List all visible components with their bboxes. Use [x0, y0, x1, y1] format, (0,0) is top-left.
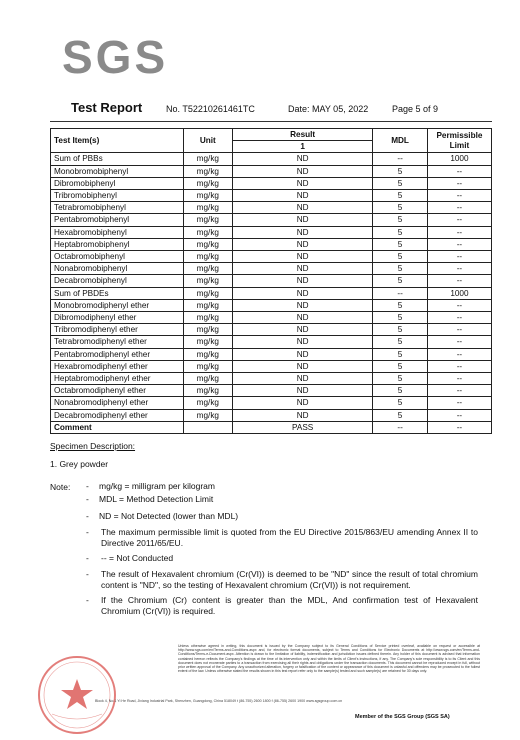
cell-item: Sum of PBDEs — [51, 287, 184, 299]
cell-mdl: 5 — [373, 165, 428, 177]
results-table — [50, 128, 492, 434]
cell-mdl: 5 — [373, 190, 428, 202]
cell-mdl: 5 — [373, 312, 428, 324]
cell-result: ND — [233, 397, 373, 409]
cell-item: Tetrabromobiphenyl — [51, 202, 184, 214]
cell-mdl: -- — [373, 287, 428, 299]
header-rule — [50, 121, 492, 122]
table-row — [51, 421, 492, 433]
cell-item: Dibromodiphenyl ether — [51, 312, 184, 324]
table-row — [51, 153, 492, 165]
table-row — [51, 324, 492, 336]
cell-unit: mg/kg — [183, 312, 232, 324]
table-row — [51, 299, 492, 311]
cell-result: ND — [233, 190, 373, 202]
cell-mdl: 5 — [373, 336, 428, 348]
cell-limit: -- — [427, 360, 491, 372]
note-item: The result of Hexavalent chromium (Cr(VI)) is deemed to be "ND" since the result of total chromium content is "ND", so the testing of Hexavalent chromium (Cr(VI)) is not requirement. — [101, 569, 478, 590]
note-item: The maximum permissible limit is quoted from the EU Directive 2015/863/EU amending Annex II to Directive 2011/65/EU. — [101, 527, 478, 548]
cell-mdl: 5 — [373, 385, 428, 397]
cell-item: Pentabromodiphenyl ether — [51, 348, 184, 360]
terms-fine-print: Unless otherwise agreed in writing, this document is issued by the Company subject to its General Conditions of Service printed overleaf, available on request or accessible at http://www.sgs.com/en/Terms-and-Conditions.aspx and, for electronic format documents, subject to Terms and Conditions for Electronic Documents at http://www.sgs.com/en/Terms-and-Conditions/Terms-e-Document.aspx. Attention is drawn to the limitation of liability, indemnification and jurisdiction issues defined therein. Any holder of this document is advised that information contained hereon reflects the Company's findings at the time of its intervention only and within the limits of Client's instructions, if any. The Company's sole responsibility is to its Client and this document does not exonerate parties to a transaction from exercising all their rights and obligations under the transaction documents. This document cannot be reproduced except in full, without prior written approval of the Company. Any unauthorized alteration, forgery or falsification of the content or appearance of this document is unlawful and offenders may be prosecuted to the fullest extent of the law. Unless otherwise stated the results shown in this test report refer only to the sample(s) tested and such sample(s) are retained for 30 days only. — [178, 644, 480, 674]
table-row — [51, 360, 492, 372]
cell-result: ND — [233, 287, 373, 299]
note-dash: - — [86, 511, 89, 521]
note-dash: - — [86, 569, 89, 579]
cell-result: ND — [233, 202, 373, 214]
cell-unit: mg/kg — [183, 385, 232, 397]
cell-limit: -- — [427, 190, 491, 202]
cell-limit: -- — [427, 421, 491, 433]
cell-limit: -- — [427, 202, 491, 214]
note-dash: - — [86, 494, 89, 504]
cell-result: ND — [233, 385, 373, 397]
cell-unit: mg/kg — [183, 360, 232, 372]
cell-limit: -- — [427, 275, 491, 287]
report-title: Test Report — [71, 100, 143, 115]
note-item: -- = Not Conducted — [101, 553, 174, 563]
table-row — [51, 251, 492, 263]
cell-limit: -- — [427, 177, 491, 189]
cell-mdl: 5 — [373, 214, 428, 226]
cell-item: Tribromobiphenyl — [51, 190, 184, 202]
cell-unit: mg/kg — [183, 238, 232, 250]
table-row — [51, 226, 492, 238]
cell-unit: mg/kg — [183, 275, 232, 287]
cell-unit: mg/kg — [183, 397, 232, 409]
table-row — [51, 312, 492, 324]
col-header-result-sample: 1 — [233, 141, 373, 153]
col-header-item: Test Item(s) — [51, 129, 184, 153]
cell-mdl: 5 — [373, 177, 428, 189]
report-date: Date: MAY 05, 2022 — [288, 104, 369, 114]
cell-result: ND — [233, 251, 373, 263]
cell-mdl: 5 — [373, 251, 428, 263]
cell-item: Nonabromobiphenyl — [51, 263, 184, 275]
cell-unit: mg/kg — [183, 373, 232, 385]
cell-limit: -- — [427, 312, 491, 324]
cell-result: ND — [233, 165, 373, 177]
cell-mdl: 5 — [373, 263, 428, 275]
table-row — [51, 177, 492, 189]
cell-limit: 1000 — [427, 153, 491, 165]
cell-limit: -- — [427, 409, 491, 421]
sgs-logo: SGS — [62, 31, 169, 83]
cell-item: Hexabromodiphenyl ether — [51, 360, 184, 372]
note-dash: - — [86, 527, 89, 537]
cell-result: ND — [233, 409, 373, 421]
cell-item: Pentabromobiphenyl — [51, 214, 184, 226]
cell-mdl: 5 — [373, 409, 428, 421]
cell-unit: mg/kg — [183, 324, 232, 336]
cell-mdl: 5 — [373, 238, 428, 250]
cell-mdl: -- — [373, 153, 428, 165]
cell-item: Nonabromodiphenyl ether — [51, 397, 184, 409]
cell-unit: mg/kg — [183, 214, 232, 226]
cell-result: ND — [233, 238, 373, 250]
cell-result: ND — [233, 153, 373, 165]
cell-unit: mg/kg — [183, 299, 232, 311]
cell-item: Hexabromobiphenyl — [51, 226, 184, 238]
col-header-mdl: MDL — [373, 129, 428, 153]
cell-mdl: 5 — [373, 397, 428, 409]
cell-mdl: 5 — [373, 202, 428, 214]
note-label: Note: — [50, 482, 71, 492]
cell-limit: -- — [427, 348, 491, 360]
cell-mdl: 5 — [373, 324, 428, 336]
note-item: If the Chromium (Cr) content is greater than the MDL, And confirmation test of Hexavalent Chromium (Cr(VI)) is required. — [101, 595, 478, 616]
cell-unit: mg/kg — [183, 336, 232, 348]
note-item: ND = Not Detected (lower than MDL) — [99, 511, 239, 521]
specimen-heading: Specimen Description: — [50, 441, 136, 451]
table-row — [51, 287, 492, 299]
table-row — [51, 348, 492, 360]
cell-mdl: 5 — [373, 275, 428, 287]
cell-item: Sum of PBBs — [51, 153, 184, 165]
col-header-unit: Unit — [183, 129, 232, 153]
cell-limit: 1000 — [427, 287, 491, 299]
cell-unit: mg/kg — [183, 263, 232, 275]
table-body — [51, 153, 492, 434]
cell-limit: -- — [427, 299, 491, 311]
cell-item: Heptabromodiphenyl ether — [51, 373, 184, 385]
page-number: Page 5 of 9 — [392, 104, 439, 114]
cell-mdl: 5 — [373, 373, 428, 385]
cell-result: ND — [233, 324, 373, 336]
cell-item: Monobromodiphenyl ether — [51, 299, 184, 311]
note-dash: - — [86, 595, 89, 605]
cell-result: ND — [233, 263, 373, 275]
table-row — [51, 336, 492, 348]
table-row — [51, 409, 492, 421]
cell-result: ND — [233, 275, 373, 287]
cell-result: ND — [233, 373, 373, 385]
cell-limit: -- — [427, 238, 491, 250]
cell-unit: mg/kg — [183, 190, 232, 202]
cell-unit: mg/kg — [183, 348, 232, 360]
cell-unit — [183, 421, 232, 433]
cell-limit: -- — [427, 214, 491, 226]
cell-result: ND — [233, 226, 373, 238]
company-seal-stamp — [36, 654, 118, 736]
cell-unit: mg/kg — [183, 165, 232, 177]
cell-unit: mg/kg — [183, 287, 232, 299]
cell-result: PASS — [233, 421, 373, 433]
note-item: MDL = Method Detection Limit — [99, 494, 214, 504]
table-row — [51, 373, 492, 385]
table-row — [51, 275, 492, 287]
cell-result: ND — [233, 299, 373, 311]
cell-result: ND — [233, 214, 373, 226]
cell-unit: mg/kg — [183, 177, 232, 189]
note-dash: - — [86, 553, 89, 563]
cell-limit: -- — [427, 165, 491, 177]
cell-unit: mg/kg — [183, 226, 232, 238]
cell-result: ND — [233, 348, 373, 360]
col-header-result: Result — [233, 129, 373, 141]
cell-limit: -- — [427, 373, 491, 385]
cell-mdl: -- — [373, 421, 428, 433]
cell-result: ND — [233, 336, 373, 348]
cell-unit: mg/kg — [183, 153, 232, 165]
cell-mdl: 5 — [373, 299, 428, 311]
table-row — [51, 385, 492, 397]
cell-limit: -- — [427, 251, 491, 263]
cell-limit: -- — [427, 385, 491, 397]
col-header-limit: Permissible Limit — [427, 129, 491, 153]
cell-limit: -- — [427, 336, 491, 348]
specimen-item: 1. Grey powder — [50, 459, 109, 469]
cell-item: Tribromodiphenyl ether — [51, 324, 184, 336]
cell-unit: mg/kg — [183, 409, 232, 421]
cell-limit: -- — [427, 324, 491, 336]
note-item: mg/kg = milligram per kilogram — [99, 481, 215, 491]
cell-limit: -- — [427, 397, 491, 409]
cell-result: ND — [233, 177, 373, 189]
cell-item: Decabromodiphenyl ether — [51, 409, 184, 421]
table-row — [51, 202, 492, 214]
cell-unit: mg/kg — [183, 202, 232, 214]
cell-item: Decabromobiphenyl — [51, 275, 184, 287]
cell-item: Dibromobiphenyl — [51, 177, 184, 189]
cell-limit: -- — [427, 263, 491, 275]
cell-item: Tetrabromodiphenyl ether — [51, 336, 184, 348]
table-row — [51, 214, 492, 226]
cell-item: Monobromobiphenyl — [51, 165, 184, 177]
report-number: No. T52210261461TC — [166, 104, 255, 114]
table-row — [51, 165, 492, 177]
table-row — [51, 238, 492, 250]
cell-result: ND — [233, 312, 373, 324]
cell-item: Octabromobiphenyl — [51, 251, 184, 263]
cell-result: ND — [233, 360, 373, 372]
cell-unit: mg/kg — [183, 251, 232, 263]
cell-item: Comment — [51, 421, 184, 433]
table-row — [51, 190, 492, 202]
cell-mdl: 5 — [373, 348, 428, 360]
cell-mdl: 5 — [373, 226, 428, 238]
table-row — [51, 263, 492, 275]
cell-mdl: 5 — [373, 360, 428, 372]
table-row — [51, 397, 492, 409]
cell-item: Octabromodiphenyl ether — [51, 385, 184, 397]
table-header-row — [51, 129, 492, 141]
cell-item: Heptabromobiphenyl — [51, 238, 184, 250]
note-dash: - — [86, 481, 89, 491]
cell-limit: -- — [427, 226, 491, 238]
sgs-member-text: Member of the SGS Group (SGS SA) — [355, 714, 450, 720]
footer-address: Block 4, No.1 Yi He Road, Jixiang Industrial Park, Shenzhen, Guangdong, China 518049 t (86-755) 2600 1800 f (86-755) 2600 1900 www.sgsgroup.com.cn — [95, 699, 343, 703]
